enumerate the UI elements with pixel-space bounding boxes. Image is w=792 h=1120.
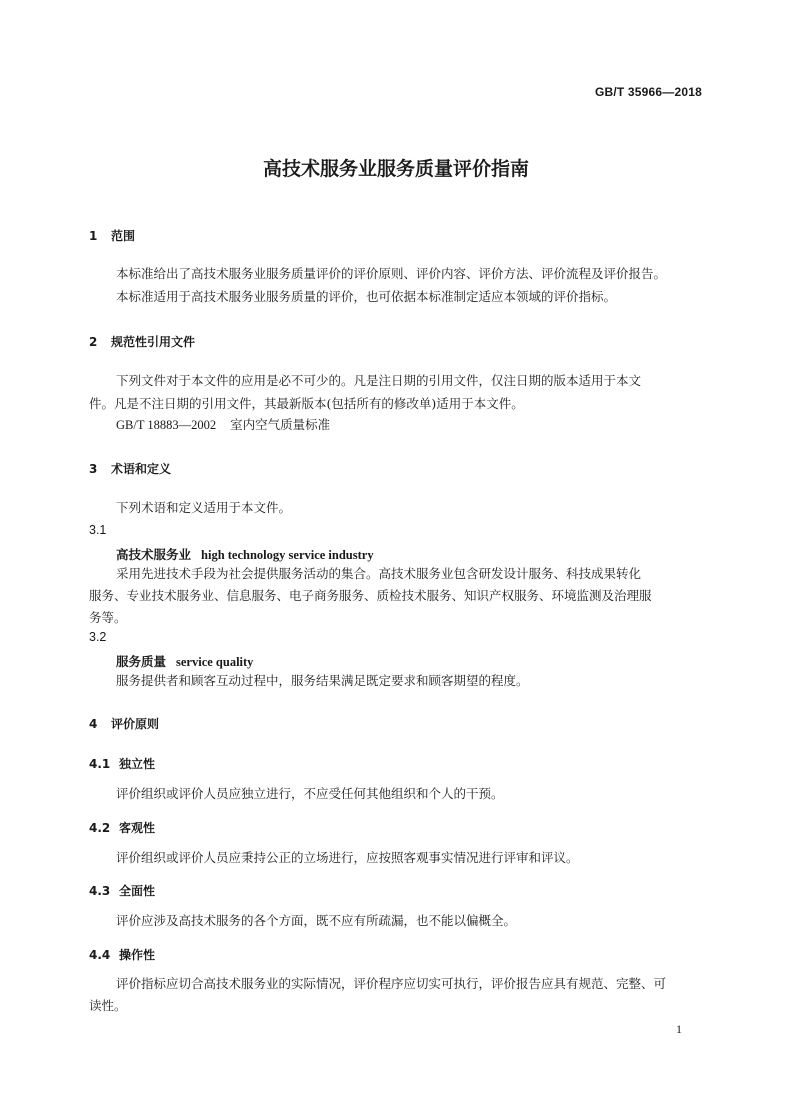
section-number: 3 <box>89 462 98 476</box>
document-title: 高技术服务业服务质量评价指南 <box>262 158 529 180</box>
paragraph-line: 本标准适用于高技术服务业服务质量的评价，也可依据本标准制定适应本领域的评价指标。 <box>116 289 617 304</box>
page-number: 1 <box>676 1022 682 1036</box>
term-number: 3.2 <box>89 630 107 644</box>
subsection-4-3-heading <box>89 882 155 899</box>
subsection-number: 4.4 <box>89 948 111 962</box>
definition-line: 服务提供者和顾客互动过程中，服务结果满足既定要求和顾客期望的程度。 <box>116 673 529 688</box>
section-1-heading <box>89 227 135 244</box>
paragraph-line: 下列文件对于本文件的应用是必不可少的。凡是注日期的引用文件，仅注日期的版本适用于本文 <box>116 373 642 388</box>
section-title: 规范性引用文件 <box>111 335 196 349</box>
paragraph-line: 本标准给出了高技术服务业服务质量评价的评价原则、评价内容、评价方法、评价流程及评价报告。 <box>116 266 667 281</box>
term-english: service quality <box>176 655 254 669</box>
paragraph-line: 下列术语和定义适用于本文件。 <box>116 500 292 515</box>
section-title: 评价原则 <box>111 717 160 731</box>
definition-line: 服务、专业技术服务业、信息服务、电子商务服务、质检技术服务、知识产权服务、环境监测及治理服 <box>89 588 652 603</box>
subsection-4-2-heading <box>89 819 155 836</box>
section-title: 范围 <box>111 229 136 243</box>
paragraph-line: 读性。 <box>89 998 127 1013</box>
paragraph-line: 评价组织或评价人员应秉持公正的立场进行，应按照客观事实情况进行评审和评议。 <box>116 850 579 865</box>
section-number: 1 <box>89 229 98 243</box>
subsection-title: 独立性 <box>119 757 156 771</box>
section-2-heading <box>89 333 195 350</box>
subsection-title: 客观性 <box>119 821 156 835</box>
subsection-4-4-heading <box>89 946 155 963</box>
reference-title: 室内空气质量标准 <box>230 417 331 432</box>
subsection-title: 全面性 <box>119 884 156 898</box>
term-chinese: 服务质量 <box>116 654 167 669</box>
term-english: high technology service industry <box>201 548 374 562</box>
normative-reference <box>116 417 330 433</box>
standard-code: GB/T 35966—2018 <box>594 85 702 99</box>
section-title: 术语和定义 <box>111 462 172 476</box>
subsection-number: 4.1 <box>89 757 111 771</box>
section-number: 4 <box>89 717 98 731</box>
subsection-4-1-heading <box>89 755 155 772</box>
reference-code: GB/T 18883—2002 <box>116 418 217 432</box>
subsection-number: 4.2 <box>89 821 111 835</box>
section-3-heading <box>89 460 171 477</box>
paragraph-line: 评价应涉及高技术服务的各个方面，既不应有所疏漏，也不能以偏概全。 <box>116 913 517 928</box>
paragraph-line: 件。凡是不注日期的引用文件，其最新版本(包括所有的修改单)适用于本文件。 <box>89 396 524 411</box>
term-number: 3.1 <box>89 523 107 537</box>
paragraph-line: 评价指标应切合高技术服务业的实际情况，评价程序应切实可执行，评价报告应具有规范、完整、可 <box>116 976 667 991</box>
term-heading <box>116 545 374 563</box>
term-chinese: 高技术服务业 <box>116 547 192 562</box>
section-number: 2 <box>89 335 98 349</box>
definition-line: 务等。 <box>89 610 127 625</box>
section-4-heading <box>89 715 159 732</box>
subsection-number: 4.3 <box>89 884 111 898</box>
definition-line: 采用先进技术手段为社会提供服务活动的集合。高技术服务业包含研发设计服务、科技成果转化 <box>116 566 642 581</box>
subsection-title: 操作性 <box>119 948 156 962</box>
paragraph-line: 评价组织或评价人员应独立进行，不应受任何其他组织和个人的干预。 <box>116 786 504 801</box>
term-heading <box>116 652 253 670</box>
